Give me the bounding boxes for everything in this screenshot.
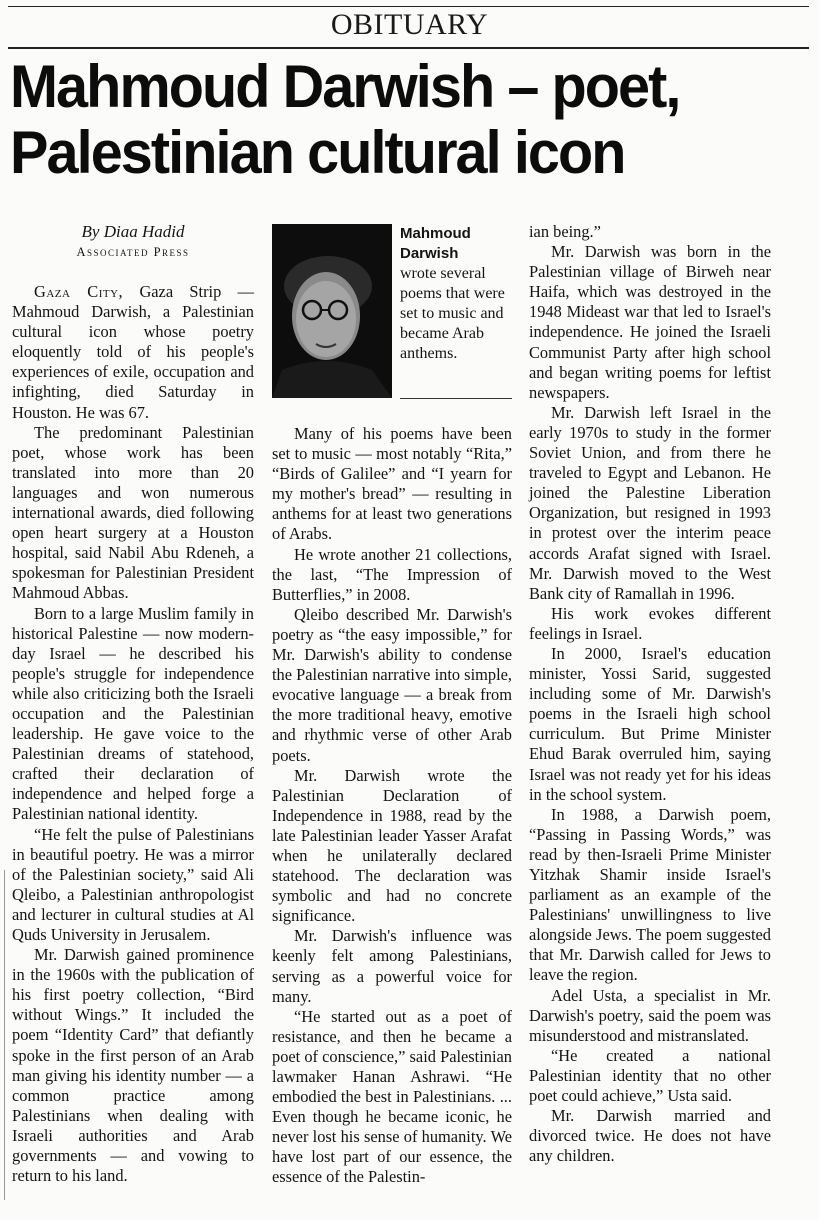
- dateline: Gaza City,: [34, 282, 124, 301]
- article-paragraph: Mr. Darwish gained prominence in the 1960s with the publication of his first poetry collection, “Bird without Wings.” It included the poem “Identity Card” that defiantly spoke in the first person of an Arab man giving his identity number — a common practice among Palestinians when dealing with Israeli authorities and Arab governments — and vowing to return to his land.: [12, 945, 254, 1186]
- article-paragraph: The predominant Palestinian poet, whose work has been translated into more than 20 languages and won numerous international awards, died following open heart surgery at a Houston hospital, said Nabil Abu Rdeneh, a spokesman for Palestinian President Mahmoud Abbas.: [12, 422, 254, 603]
- portrait-image: [272, 224, 392, 398]
- caption-text: wrote several poems that were set to music and became Arab anthems.: [400, 265, 505, 362]
- article-paragraph: Mr. Darwish's influence was keenly felt among Palestinians, serving as a powerful voice for many.: [272, 926, 512, 1006]
- article-column-2: [272, 424, 512, 1188]
- portrait-photo: [272, 224, 392, 398]
- article-paragraph: In 2000, Israel's education minister, Yossi Sarid, suggested including some of Mr. Darwish's poems in the Israeli high school curriculum. But Prime Minister Ehud Barak overruled him, saying Israel was not ready yet for his ideas in the school system.: [529, 643, 771, 804]
- article-paragraph: [12, 282, 254, 423]
- article-paragraph: His work evokes different feelings in Israel.: [529, 603, 771, 643]
- byline-author: By Diaa Hadid: [81, 222, 185, 241]
- article-paragraph: Adel Usta, a specialist in Mr. Darwish's poetry, said the poem was misunderstood and mistranslated.: [529, 985, 771, 1045]
- article-paragraph: “He started out as a poet of resistance, and then he became a poet of conscience,” said Palestinian lawmaker Hanan Ashrawi. “He embodied the best in Palestinians. ... Even though he became iconic, he never lost his sense of humanity. We have lost part of our essence, the essence of the Palestin-: [272, 1006, 512, 1187]
- article-paragraph: Many of his poems have been set to music — most notably “Rita,” “Birds of Galilee” and “I yearn for my mother's bread” — resulting in anthems for at least two generations of Arabs.: [272, 424, 512, 544]
- article-paragraph: “He created a national Palestinian identity that no other poet could achieve,” Usta said.: [529, 1045, 771, 1106]
- article-paragraph: Mr. Darwish wrote the Palestinian Declaration of Independence in 1988, read by the late Palestinian leader Yasser Arafat when he unilaterally declared statehood. The declaration was symbolic and had no concrete significance.: [272, 765, 512, 926]
- caption-rule: [400, 398, 512, 399]
- byline-organization: Associated Press: [76, 245, 190, 259]
- article-column-1: [12, 282, 254, 1186]
- lead-text: Gaza Strip — Mahmoud Darwish, a Palestinian cultural icon whose poetry eloquently told of his people's experiences of exile, occupation and infighting, died Saturday in Houston. He was 67.: [12, 282, 254, 422]
- article-paragraph: Mr. Darwish married and divorced twice. He does not have any children.: [529, 1106, 771, 1166]
- article-continuation: ian being.”: [529, 222, 601, 241]
- column-edge-rule: [4, 870, 5, 1200]
- headline-line-1: Mahmoud Darwish – poet,: [10, 53, 680, 120]
- headline: [10, 54, 778, 186]
- article-paragraph: Born to a large Muslim family in historical Palestine — now modern-day Israel — he described his people's struggle for independence while also criticizing both the Israeli occupation and the Palestinian leadership. He gave voice to the Palestinian dreams of statehood, crafted their declaration of independence and helped forge a Palestinian national identity.: [12, 603, 254, 824]
- article-paragraph: Mr. Darwish left Israel in the early 1970s to study in the former Soviet Union, and from there he traveled to Egypt and Lebanon. He joined the Palestine Liberation Organization, but resigned in 1993 in protest over the interim peace accords Arafat signed with Israel. Mr. Darwish moved to the West Bank city of Ramallah in 1996.: [529, 402, 771, 603]
- article-column-3: [529, 222, 771, 1166]
- article-paragraph: Mr. Darwish was born in the Palestinian village of Birweh near Haifa, which was destroyed in the 1948 Mideast war that led to Israel's independence. He joined the Israeli Communist Party after high school and began writing poems for leftist newspapers.: [529, 242, 771, 402]
- section-rule: [8, 47, 809, 49]
- article-paragraph: He wrote another 21 collections, the last, “The Impression of Butterflies,” in 2008.: [272, 544, 512, 604]
- article-paragraph: In 1988, a Darwish poem, “Passing in Passing Words,” was read by then-Israeli Prime Minister Yitzhak Shamir inside Israel's parliament as an example of the Palestinians' unwillingness to live alongside Jews. The poem suggested that Mr. Darwish called for Jews to leave the region.: [529, 804, 771, 985]
- photo-caption: [400, 224, 512, 364]
- headline-line-2: Palestinian cultural icon: [10, 119, 625, 186]
- section-label: OBITUARY: [330, 8, 489, 41]
- article-paragraph: “He felt the pulse of Palestinians in beautiful poetry. He was a mirror of the Palestinian society,” said Ali Qleibo, a Palestinian anthropologist and lecturer in cultural studies at Al Quds University in Jerusalem.: [12, 824, 254, 944]
- top-rule: [8, 6, 809, 7]
- caption-name-line-1: Mahmoud: [400, 225, 471, 242]
- article-paragraph: Qleibo described Mr. Darwish's poetry as “the easy impossible,” for Mr. Darwish's ability to condense the Palestinian narrative into simple, evocative language — a break from the more traditional heavy, emotive and rhythmic verse of other Arab poets.: [272, 604, 512, 765]
- caption-name-line-2: Darwish: [400, 245, 459, 262]
